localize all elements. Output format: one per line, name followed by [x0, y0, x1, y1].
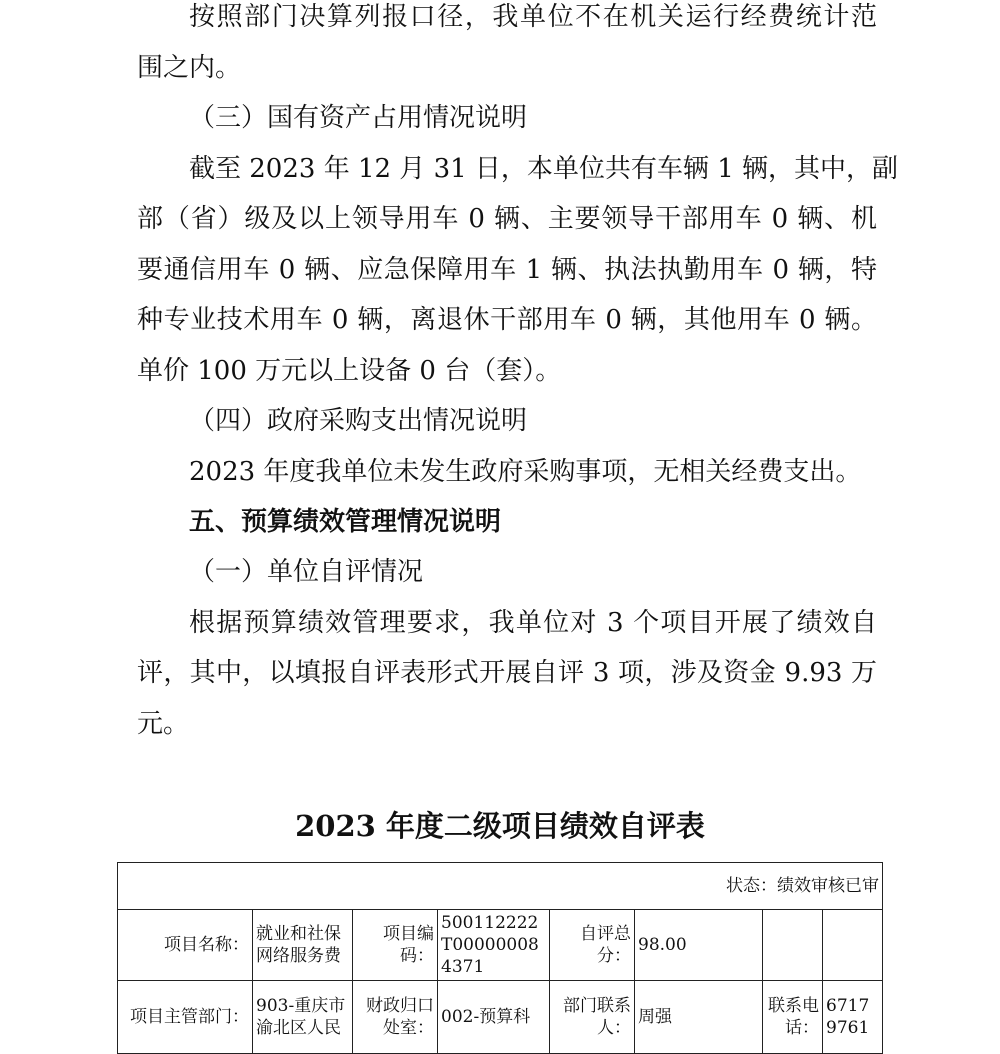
project-code-label: 项目编码：	[353, 910, 438, 981]
contact-label: 部门联系人：	[550, 981, 635, 1054]
finance-office-value: 002-预算科	[438, 981, 550, 1054]
paragraph-line: 部（省）级及以上领导用车 0 辆、主要领导干部用车 0 辆、机	[137, 204, 877, 234]
section-heading: 五、预算绩效管理情况说明	[189, 507, 502, 537]
dept-label: 项目主管部门：	[118, 981, 253, 1054]
project-name-label: 项目名称：	[118, 910, 253, 981]
paragraph-line: （四）政府采购支出情况说明	[189, 406, 528, 436]
paragraph-line: 种专业技术用车 0 辆，离退休干部用车 0 辆，其他用车 0 辆。	[137, 305, 877, 335]
self-score-label: 自评总分：	[550, 910, 635, 981]
empty-cell	[763, 910, 823, 981]
table-title: 2023 年度二级项目绩效自评表	[295, 809, 705, 843]
contact-value: 周强	[635, 981, 763, 1054]
paragraph-line: 评，其中，以填报自评表形式开展自评 3 项，涉及资金 9.93 万	[137, 658, 877, 688]
paragraph-line: 单价 100 万元以上设备 0 台（套）。	[137, 356, 562, 386]
paragraph-line: 按照部门决算列报口径，我单位不在机关运行经费统计范	[189, 2, 877, 32]
paragraph-line: 根据预算绩效管理要求，我单位对 3 个项目开展了绩效自	[189, 608, 877, 638]
phone-value: 67179761	[823, 981, 883, 1054]
paragraph-line: 元。	[137, 709, 190, 739]
dept-value: 903-重庆市渝北区人民	[253, 981, 353, 1054]
paragraph-line: 截至 2023 年 12 月 31 日，本单位共有车辆 1 辆，其中，副	[189, 154, 898, 184]
paragraph-line: （三）国有资产占用情况说明	[189, 103, 528, 133]
paragraph-line: （一）单位自评情况	[189, 557, 424, 587]
phone-label: 联系电话：	[763, 981, 823, 1054]
status-cell: 状态：绩效审核已审	[118, 863, 883, 910]
paragraph-line: 2023 年度我单位未发生政府采购事项，无相关经费支出。	[189, 457, 862, 487]
project-name-value: 就业和社保网络服务费	[253, 910, 353, 981]
empty-cell	[823, 910, 883, 981]
self-score-value: 98.00	[635, 910, 763, 981]
project-code-value: 500112222T000000084371	[438, 910, 550, 981]
evaluation-table	[117, 862, 883, 1054]
paragraph-line: 要通信用车 0 辆、应急保障用车 1 辆、执法执勤用车 0 辆，特	[137, 255, 877, 285]
paragraph-line: 围之内。	[137, 53, 242, 83]
finance-office-label: 财政归口处室：	[353, 981, 438, 1054]
